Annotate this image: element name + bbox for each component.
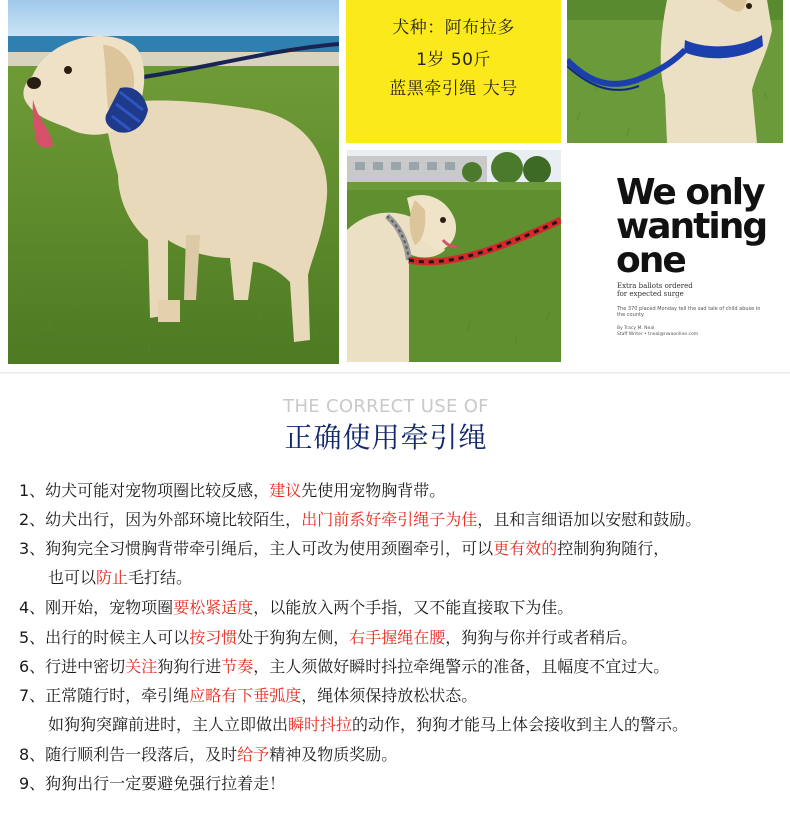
guideline-highlight: 按习惯: [189, 628, 238, 647]
guideline-item: [19, 509, 789, 531]
guideline-text: 控制狗狗随行，: [557, 539, 670, 558]
guideline-text: 9、狗狗出行一定要避免强行拉着走！: [19, 774, 286, 793]
guideline-continuation: [48, 567, 790, 589]
guideline-item: [19, 538, 789, 560]
guideline-text: 3、狗狗完全习惯胸背带牵引绳后，主人可改为使用颈圈牵引，可以: [19, 539, 494, 558]
poster-headline-line: wanting: [616, 206, 767, 247]
guideline-text: 1、幼犬可能对宠物项圈比较反感，: [19, 481, 270, 500]
guideline-highlight: 要松紧适度: [173, 598, 254, 617]
guideline-highlight: 防止: [96, 568, 129, 587]
poster-headline: [616, 172, 776, 281]
guideline-highlight: 关注: [125, 657, 158, 676]
dog-info-panel: [346, 0, 561, 143]
poster-byline: By Tracy M. Neal Staff Writer • tneal@nwaonline.com: [617, 326, 699, 337]
poster-subhead: Extra ballots ordered for expected surge: [617, 282, 693, 298]
guideline-highlight: 更有效的: [493, 539, 558, 558]
section-divider: [0, 372, 790, 374]
guideline-text: 8、随行顺利告一段落后，及时: [19, 745, 238, 764]
guideline-text: 7、正常随行时，牵引绳: [19, 686, 190, 705]
guideline-text: 5、出行的时候主人可以: [19, 628, 190, 647]
guideline-highlight: 应略有下垂弧度: [189, 686, 302, 705]
dog-breed: 犬种：阿布拉多: [392, 18, 515, 38]
guideline-continuation: [48, 714, 790, 736]
guideline-item: [19, 685, 789, 707]
poster-headline-line: We only: [616, 172, 764, 213]
guideline-text: 狗狗行进: [157, 657, 222, 676]
dog-photo-main: [8, 0, 339, 364]
leash-product: 蓝黑牵引绳 大号: [389, 79, 518, 99]
guideline-text: ，主人须做好瞬时抖拉牵绳警示的准备，且幅度不宜过大。: [253, 657, 670, 676]
guideline-item: [19, 744, 789, 766]
dog-photo-leash: [347, 150, 561, 362]
guideline-item: [19, 627, 789, 649]
guideline-text: 的动作，狗狗才能马上体会接收到主人的警示。: [352, 715, 689, 734]
guideline-item: [19, 597, 789, 619]
poster-headline-line: one: [616, 240, 685, 281]
guideline-text: 先使用宠物胸背带。: [301, 481, 446, 500]
section-title-cn: 正确使用牵引绳: [284, 421, 488, 454]
guideline-text: ，狗狗与你并行或者稍后。: [445, 628, 638, 647]
guideline-item: [19, 773, 789, 795]
guideline-text: ，以能放入两个手指，又不能直接取下为佳。: [253, 598, 574, 617]
guideline-highlight: 右手握绳在腰: [349, 628, 446, 647]
magazine-poster: [567, 150, 783, 362]
guideline-highlight: 节奏: [221, 657, 254, 676]
guideline-highlight: 瞬时抖拉: [288, 715, 353, 734]
guideline-text: ，绳体须保持放松状态。: [301, 686, 478, 705]
dog-photo-sitting: [567, 0, 783, 143]
guideline-item: [19, 656, 789, 678]
guideline-highlight: 给予: [237, 745, 270, 764]
guideline-text: 也可以: [48, 568, 97, 587]
guideline-highlight: 建议: [269, 481, 302, 500]
guideline-item: [19, 480, 789, 502]
guideline-highlight: 出门前系好牵引绳子为佳: [301, 510, 478, 529]
guideline-text: 精神及物质奖励。: [269, 745, 398, 764]
guideline-text: 2、幼犬出行，因为外部环境比较陌生，: [19, 510, 302, 529]
poster-body: The 370 placed Monday tell the sad tale of child abuse in the county.: [617, 306, 761, 318]
section-title-en: THE CORRECT USE OF: [283, 396, 489, 417]
guideline-text: 4、刚开始，宠物项圈: [19, 598, 174, 617]
guideline-text: ，且和言细语加以安慰和鼓励。: [477, 510, 702, 529]
dog-age-weight: 1岁 50斤: [416, 50, 491, 70]
guideline-text: 6、行进中密切: [19, 657, 126, 676]
guideline-text: 毛打结。: [128, 568, 193, 587]
guideline-text: 如狗狗突蹿前进时，主人立即做出: [48, 715, 289, 734]
guideline-text: 处于狗狗左侧，: [237, 628, 350, 647]
